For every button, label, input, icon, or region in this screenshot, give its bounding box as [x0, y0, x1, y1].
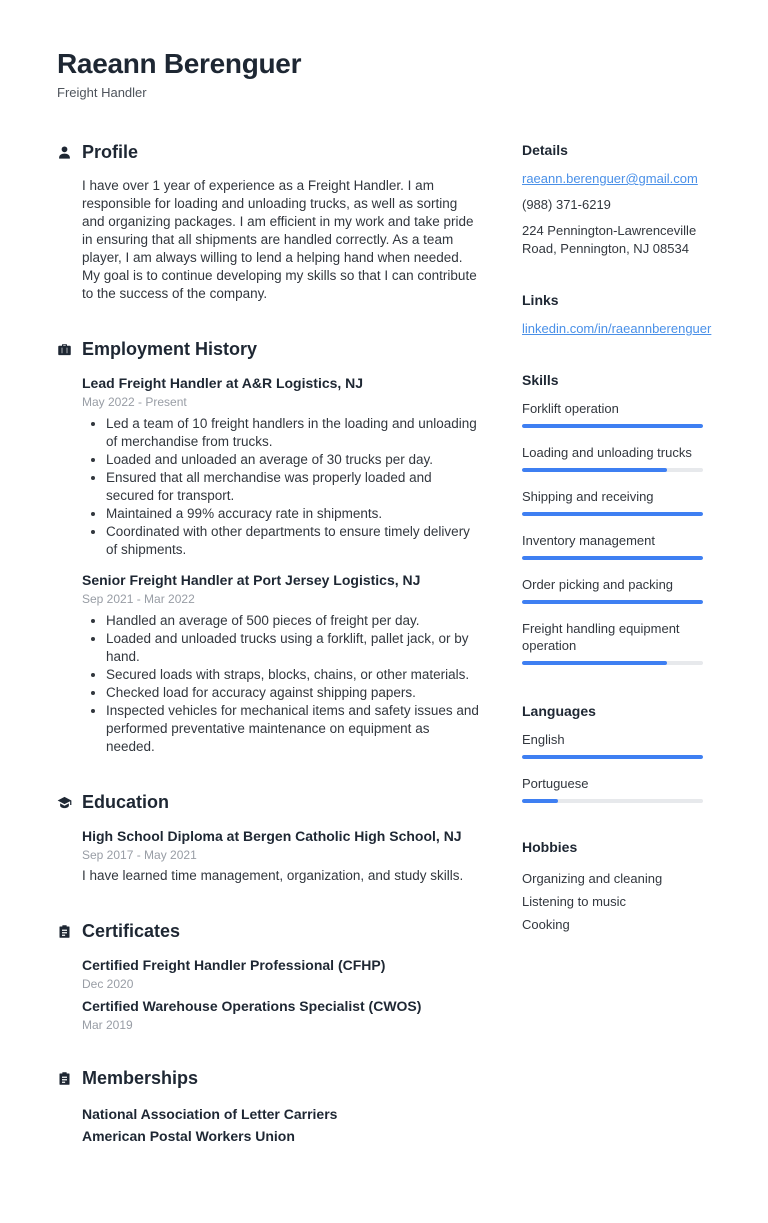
- skill-label: Freight handling equipment operation: [522, 621, 680, 653]
- profile-section: [57, 142, 481, 303]
- hobbies-list: [522, 867, 718, 936]
- education-text: I have learned time management, organization, and study skills.: [82, 868, 464, 883]
- certificate-entry: [82, 956, 481, 991]
- links-list: [522, 320, 718, 338]
- job-title: Senior Freight Handler at Port Jersey Logistics, NJ: [82, 572, 421, 588]
- membership-item: National Association of Letter Carriers: [82, 1106, 338, 1122]
- profile-heading: [57, 142, 481, 163]
- person-icon: [57, 145, 72, 160]
- skill-label: Order picking and packing: [522, 577, 674, 592]
- job-bullets: [82, 612, 481, 756]
- skill-bar-fill: [522, 661, 667, 665]
- job-entry: [82, 374, 481, 559]
- resume-header: [57, 48, 718, 100]
- certificate-entry: [82, 997, 481, 1032]
- profile-link[interactable]: linkedin.com/in/raeannberenguer: [522, 321, 712, 336]
- certificates-section: [57, 921, 481, 1032]
- skill-label: Forklift operation: [522, 401, 619, 416]
- membership-item: American Postal Workers Union: [82, 1128, 295, 1144]
- skill-bar-track: [522, 424, 703, 428]
- skill-item: [522, 775, 718, 803]
- skill-bar-track: [522, 661, 703, 665]
- skill-label: English: [522, 732, 565, 747]
- certificate-date: Mar 2019: [82, 1018, 133, 1032]
- job-bullet: • Coordinated with other departments to ensure timely delivery of shipments.: [106, 523, 481, 559]
- phone-number: (988) 371-6219: [522, 197, 611, 212]
- skill-bar-track: [522, 799, 703, 803]
- details-group: [522, 142, 718, 258]
- education-section: [57, 792, 481, 885]
- job-bullet: • Handled an average of 500 pieces of freight per day.: [106, 612, 481, 630]
- clipboard-icon: [57, 924, 72, 939]
- job-title: Lead Freight Handler at A&R Logistics, NJ: [82, 375, 364, 391]
- employment-section: [57, 339, 481, 756]
- hobby-item: Listening to music: [522, 894, 627, 909]
- skill-bar-track: [522, 755, 703, 759]
- job-bullet: • Secured loads with straps, blocks, chains, or other materials.: [106, 666, 481, 684]
- person-job-title: Freight Handler: [57, 85, 147, 100]
- education-heading-label: Education: [82, 792, 170, 812]
- links-heading: Links: [522, 292, 559, 308]
- job-bullet: • Maintained a 99% accuracy rate in shipments.: [106, 505, 481, 523]
- address: 224 Pennington-Lawrenceville Road, Pennington, NJ 08534: [522, 223, 697, 256]
- skill-bar-fill: [522, 799, 558, 803]
- skill-bar-fill: [522, 424, 703, 428]
- job-bullet: • Loaded and unloaded trucks using a forklift, pallet jack, or by hand.: [106, 630, 481, 666]
- skill-bar-track: [522, 600, 703, 604]
- job-date: May 2022 - Present: [82, 395, 187, 409]
- person-name: Raeann Berenguer: [57, 48, 302, 79]
- job-date: Sep 2021 - Mar 2022: [82, 592, 195, 606]
- memberships-section: [57, 1068, 481, 1147]
- skill-label: Portuguese: [522, 776, 589, 791]
- hobby-item: Organizing and cleaning: [522, 871, 663, 886]
- skill-bar-fill: [522, 755, 703, 759]
- details-heading: Details: [522, 142, 568, 158]
- clipboard-icon: [57, 1071, 72, 1086]
- employment-heading-label: Employment History: [82, 339, 258, 359]
- education-heading: [57, 792, 481, 813]
- skill-item: [522, 532, 718, 560]
- certificate-title: Certified Freight Handler Professional (CFHP): [82, 957, 386, 973]
- skill-item: [522, 576, 718, 604]
- certificate-title: Certified Warehouse Operations Specialist (CWOS): [82, 998, 422, 1014]
- skills-heading: Skills: [522, 372, 559, 388]
- skill-bar-track: [522, 556, 703, 560]
- certificates-list: [57, 956, 481, 1032]
- job-bullet: • Loaded and unloaded an average of 30 trucks per day.: [106, 451, 481, 469]
- jobs-list: [57, 374, 481, 756]
- job-bullet: • Led a team of 10 freight handlers in the loading and unloading of merchandise from trucks.: [106, 415, 481, 451]
- main-column: [57, 142, 481, 1183]
- hobby-item: Cooking: [522, 917, 570, 932]
- skill-label: Loading and unloading trucks: [522, 445, 692, 460]
- skill-bar-track: [522, 468, 703, 472]
- skill-bar-fill: [522, 556, 703, 560]
- education-title: High School Diploma at Bergen Catholic High School, NJ: [82, 828, 462, 844]
- languages-heading: Languages: [522, 703, 596, 719]
- graduation-cap-icon: [57, 795, 72, 810]
- job-bullet: • Ensured that all merchandise was properly loaded and secured for transport.: [106, 469, 481, 505]
- skill-bar-fill: [522, 600, 703, 604]
- hobbies-group: [522, 839, 718, 936]
- certificates-heading-label: Certificates: [82, 921, 181, 941]
- skill-item: [522, 444, 718, 472]
- links-group: [522, 292, 718, 338]
- skill-label: Shipping and receiving: [522, 489, 654, 504]
- skill-item: [522, 620, 718, 665]
- employment-heading: [57, 339, 481, 360]
- job-bullet: • Checked load for accuracy against shipping papers.: [106, 684, 481, 702]
- skill-item: [522, 731, 718, 759]
- skills-group: [522, 372, 718, 665]
- briefcase-icon: [57, 342, 72, 357]
- job-bullet: • Inspected vehicles for mechanical items and safety issues and performed preventative maintenance on equipment as needed.: [106, 702, 481, 756]
- skill-bar-track: [522, 512, 703, 516]
- email-link[interactable]: raeann.berenguer@gmail.com: [522, 171, 698, 186]
- education-entry: [82, 827, 481, 885]
- education-list: [57, 827, 481, 885]
- certificate-date: Dec 2020: [82, 977, 134, 991]
- memberships-heading-label: Memberships: [82, 1068, 199, 1088]
- skill-item: [522, 400, 718, 428]
- job-entry: [82, 571, 481, 756]
- languages-list: [522, 731, 718, 803]
- education-date: Sep 2017 - May 2021: [82, 848, 197, 862]
- profile-text: I have over 1 year of experience as a Freight Handler. I am responsible for loading and unloading trucks, as well as sorting and organizing packages. I am efficient in my work and take pride in ensuring that all shipments are handled correctly. As a team player, I am always willing to lend a helping hand when needed. My goal is to continue developing my skills so that I can contribute to the success of the company.: [82, 178, 477, 301]
- skill-label: Inventory management: [522, 533, 655, 548]
- skill-bar-fill: [522, 468, 667, 472]
- profile-heading-label: Profile: [82, 142, 139, 162]
- certificates-heading: [57, 921, 481, 942]
- skill-bar-fill: [522, 512, 703, 516]
- memberships-list: [57, 1103, 481, 1147]
- sidebar: [522, 142, 718, 1183]
- languages-group: [522, 703, 718, 803]
- job-bullets: [82, 415, 481, 559]
- skills-list: [522, 400, 718, 665]
- skill-item: [522, 488, 718, 516]
- hobbies-heading: Hobbies: [522, 839, 578, 855]
